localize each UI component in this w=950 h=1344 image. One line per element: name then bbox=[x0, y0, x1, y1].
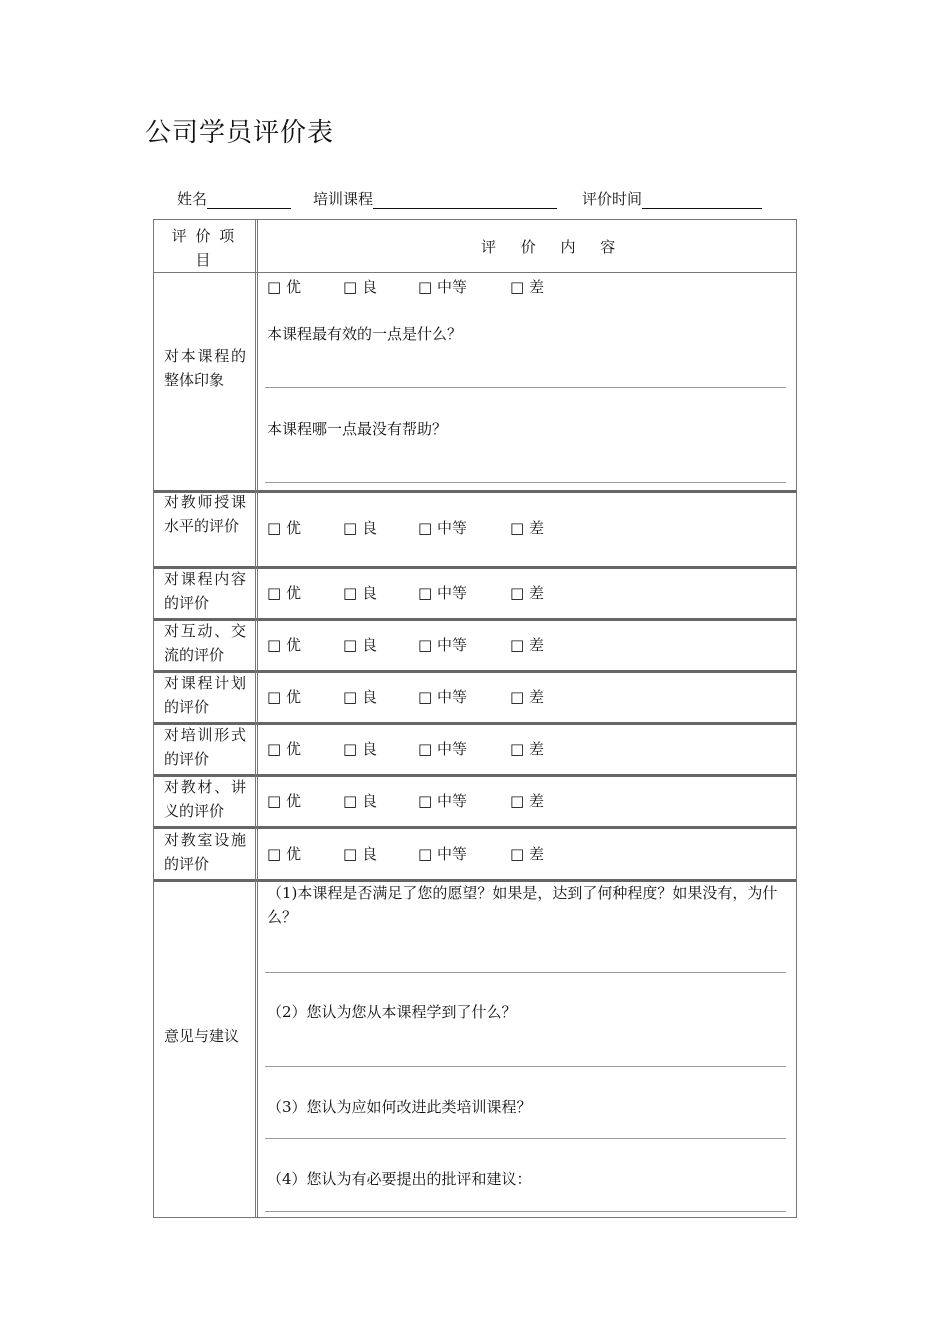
option-average[interactable]: □ 中等 bbox=[418, 636, 467, 654]
option-poor[interactable]: □ 差 bbox=[510, 740, 544, 758]
suggestions-label: 意见与建议 bbox=[164, 1027, 240, 1045]
option-excellent[interactable]: □ 优 bbox=[267, 740, 301, 758]
option-good[interactable]: □ 良 bbox=[343, 519, 377, 537]
option-poor[interactable]: □ 差 bbox=[510, 792, 544, 810]
option-poor[interactable]: □ 差 bbox=[510, 845, 544, 863]
option-poor[interactable]: □ 差 bbox=[510, 278, 544, 296]
option-average[interactable]: □ 中等 bbox=[418, 278, 467, 296]
header-content-label: 评 价 内 容 bbox=[481, 238, 626, 256]
rating-row bbox=[154, 566, 796, 621]
option-poor[interactable]: □ 差 bbox=[510, 519, 544, 537]
rating-row bbox=[154, 774, 796, 829]
suggestion-question-4: （4）您认为有必要提出的批评和建议： bbox=[267, 1170, 532, 1188]
answer-line[interactable] bbox=[265, 482, 786, 483]
name-label: 姓名 bbox=[177, 190, 208, 208]
option-good[interactable]: □ 良 bbox=[343, 792, 377, 810]
page-title: 公司学员评价表 bbox=[145, 118, 335, 148]
rating-label: 对互动、交流的评价 bbox=[164, 622, 246, 664]
option-average[interactable]: □ 中等 bbox=[418, 688, 467, 706]
option-average[interactable]: □ 中等 bbox=[418, 792, 467, 810]
option-poor[interactable]: □ 差 bbox=[510, 584, 544, 602]
rating-row bbox=[154, 670, 796, 725]
answer-line[interactable] bbox=[265, 387, 786, 388]
time-label: 评价时间 bbox=[582, 190, 643, 208]
option-excellent[interactable]: □ 优 bbox=[267, 792, 301, 810]
option-average[interactable]: □ 中等 bbox=[418, 519, 467, 537]
overall-question-1: 本课程最有效的一点是什么？ bbox=[267, 325, 463, 343]
course-field[interactable] bbox=[313, 188, 557, 210]
option-excellent[interactable]: □ 优 bbox=[267, 519, 301, 537]
table-header-row bbox=[154, 220, 796, 273]
answer-line[interactable] bbox=[265, 1211, 786, 1212]
rating-label: 对课程内容的评价 bbox=[164, 570, 246, 612]
suggestion-question-3: （3）您认为应如何改进此类培训课程？ bbox=[267, 1098, 532, 1116]
answer-line[interactable] bbox=[265, 1138, 786, 1139]
option-excellent[interactable]: □ 优 bbox=[267, 845, 301, 863]
rating-label: 对教室设施的评价 bbox=[164, 831, 246, 873]
suggestion-question-2: （2）您认为您从本课程学到了什么？ bbox=[267, 1003, 517, 1021]
overall-label: 对本课程的整体印象 bbox=[164, 347, 246, 389]
option-good[interactable]: □ 良 bbox=[343, 740, 377, 758]
overall-row bbox=[154, 272, 796, 493]
rating-label: 对教师授课水平的评价 bbox=[164, 493, 246, 535]
option-average[interactable]: □ 中等 bbox=[418, 740, 467, 758]
option-excellent[interactable]: □ 优 bbox=[267, 636, 301, 654]
suggestion-question-1: （1)本课程是否满足了您的愿望？如果是，达到了何种程度？如果没有，为什么？ bbox=[267, 884, 778, 926]
option-good[interactable]: □ 良 bbox=[343, 278, 377, 296]
option-good[interactable]: □ 良 bbox=[343, 688, 377, 706]
option-poor[interactable]: □ 差 bbox=[510, 636, 544, 654]
rating-label: 对教材、讲义的评价 bbox=[164, 778, 246, 820]
option-excellent[interactable]: □ 优 bbox=[267, 278, 301, 296]
option-average[interactable]: □ 中等 bbox=[418, 584, 467, 602]
rating-row bbox=[154, 826, 796, 882]
option-good[interactable]: □ 良 bbox=[343, 584, 377, 602]
option-excellent[interactable]: □ 优 bbox=[267, 584, 301, 602]
time-blank[interactable] bbox=[642, 188, 762, 209]
option-poor[interactable]: □ 差 bbox=[510, 688, 544, 706]
answer-line[interactable] bbox=[265, 1066, 786, 1067]
answer-line[interactable] bbox=[265, 972, 786, 973]
course-blank[interactable] bbox=[373, 188, 557, 209]
overall-question-2: 本课程哪一点最没有帮助？ bbox=[267, 420, 448, 438]
name-field[interactable] bbox=[177, 188, 291, 210]
name-blank[interactable] bbox=[207, 188, 291, 209]
rating-row bbox=[154, 722, 796, 777]
rating-row bbox=[154, 490, 796, 569]
rating-label: 对课程计划的评价 bbox=[164, 674, 246, 716]
course-label: 培训课程 bbox=[313, 190, 374, 208]
option-excellent[interactable]: □ 优 bbox=[267, 688, 301, 706]
suggestions-row bbox=[154, 879, 796, 1217]
option-good[interactable]: □ 良 bbox=[343, 636, 377, 654]
evaluation-table bbox=[153, 219, 797, 1218]
rating-label: 对培训形式的评价 bbox=[164, 726, 246, 768]
header-item-label: 评 价 项 目 bbox=[171, 227, 237, 269]
rating-row bbox=[154, 618, 796, 673]
time-field[interactable] bbox=[582, 188, 762, 210]
option-average[interactable]: □ 中等 bbox=[418, 845, 467, 863]
option-good[interactable]: □ 良 bbox=[343, 845, 377, 863]
